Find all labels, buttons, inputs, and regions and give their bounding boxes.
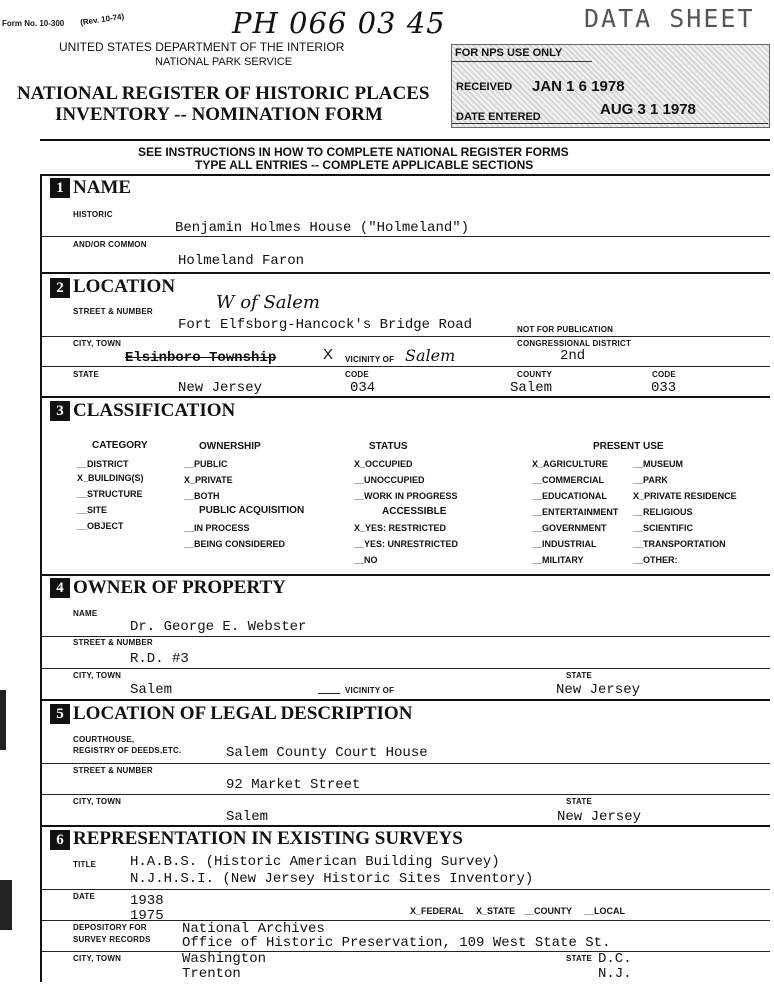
scan-edge-mark [0, 690, 6, 750]
survey-state: X_STATE [476, 906, 516, 916]
handwritten-location-note: W of Salem [216, 292, 320, 313]
status-occupied: X_OCCUPIED [354, 459, 413, 469]
accessible-unrestricted: __YES: UNRESTRICTED [354, 539, 459, 549]
present-use-header: PRESENT USE [593, 441, 664, 452]
survey-federal: X_FEDERAL [410, 906, 464, 916]
survey-date-1: 1938 [130, 893, 164, 909]
city-value: Elsinboro Township [125, 350, 277, 366]
owner-city-label: CITY, TOWN [73, 671, 122, 680]
use-entertainment: __ENTERTAINMENT [532, 507, 619, 517]
depository-label-1: DEPOSITORY FOR [73, 923, 147, 932]
received-date-stamp: JAN 1 6 1978 [532, 78, 625, 95]
owner-state: New Jersey [556, 682, 641, 698]
survey-state-2: N.J. [598, 966, 632, 982]
code-label: CODE [345, 370, 369, 379]
use-museum: __MUSEUM [633, 459, 684, 469]
ownership-public: __PUBLIC [184, 459, 228, 469]
survey-title-1: H.A.B.S. (Historic American Building Survey) [130, 854, 500, 870]
owner-name-label: NAME [73, 609, 98, 618]
section-3-title: CLASSIFICATION [73, 400, 236, 421]
service-name: NATIONAL PARK SERVICE [155, 56, 293, 68]
not-for-publication: NOT FOR PUBLICATION [517, 325, 614, 334]
department-name: UNITED STATES DEPARTMENT OF THE INTERIOR [59, 40, 345, 54]
section-2-number: 2 [50, 278, 70, 298]
section-5-number: 5 [50, 704, 70, 724]
instructions-line1: SEE INSTRUCTIONS IN HOW TO COMPLETE NATIONAL REGISTER FORMS [138, 145, 569, 159]
public-acquisition-header: PUBLIC ACQUISITION [199, 505, 305, 516]
section-2-title: LOCATION [73, 276, 176, 297]
accessible-no: __NO [354, 555, 378, 565]
form-title-line1: NATIONAL REGISTER OF HISTORIC PLACES [17, 83, 430, 104]
scan-edge-mark-lower [0, 880, 12, 930]
county-code-label: CODE [652, 370, 676, 379]
section-5-title: LOCATION OF LEGAL DESCRIPTION [73, 703, 413, 724]
accessible-restricted: X_YES: RESTRICTED [354, 523, 447, 533]
nps-use-box [451, 44, 770, 128]
county-code: 033 [651, 380, 677, 396]
state-code: 034 [350, 380, 376, 396]
legal-state-label: STATE [566, 797, 593, 806]
state-value: New Jersey [178, 380, 263, 396]
legal-city: Salem [226, 809, 269, 825]
form-title-line2: INVENTORY -- NOMINATION FORM [55, 104, 383, 125]
owner-street: R.D. #3 [130, 651, 189, 667]
use-educational: __EDUCATIONAL [532, 491, 607, 501]
use-government: __GOVERNMENT [532, 523, 607, 533]
category-buildings: X_BUILDING(S) [77, 473, 144, 483]
survey-city-label: CITY, TOWN [73, 954, 122, 963]
section-4-title: OWNER OF PROPERTY [73, 577, 286, 598]
legal-city-label: CITY, TOWN [73, 797, 122, 806]
category-object: __OBJECT [77, 521, 124, 531]
county-value: Salem [510, 380, 553, 396]
use-scientific: __SCIENTIFIC [633, 523, 694, 533]
owner-state-label: STATE [566, 671, 593, 680]
congressional-label: CONGRESSIONAL DISTRICT [517, 339, 632, 348]
form-number: Form No. 10-300 [2, 19, 65, 28]
legal-street-label: STREET & NUMBER [73, 766, 153, 775]
ownership-private: X_PRIVATE [184, 475, 233, 485]
owner-name: Dr. George E. Webster [130, 619, 307, 635]
survey-title-2: N.J.H.S.I. (New Jersey Historic Sites Inventory) [130, 871, 534, 887]
section-1-title: NAME [73, 177, 132, 198]
survey-local: __LOCAL [584, 906, 626, 916]
survey-date-2: 1975 [130, 908, 164, 924]
owner-street-label: STREET & NUMBER [73, 638, 153, 647]
use-transportation: __TRANSPORTATION [633, 539, 726, 549]
date-entered-label: DATE ENTERED [456, 111, 541, 123]
nps-use-label: FOR NPS USE ONLY [455, 47, 563, 59]
status-header: STATUS [369, 441, 408, 452]
courthouse-label-2: REGISTRY OF DEEDS,ETC. [73, 746, 182, 755]
historic-label: HISTORIC [73, 210, 113, 219]
survey-date-label: DATE [73, 892, 95, 901]
use-military: __MILITARY [532, 555, 584, 565]
use-agriculture: X_AGRICULTURE [532, 459, 608, 469]
owner-vicinity-label: VICINITY OF [345, 686, 395, 695]
courthouse-label-1: COURTHOUSE, [73, 735, 135, 744]
vicinity-mark: X [323, 346, 334, 363]
legal-street: 92 Market Street [226, 777, 361, 793]
handwritten-id: PH 066 03 45 [232, 6, 446, 40]
street-value: Fort Elfsborg-Hancock's Bridge Road [178, 317, 473, 333]
status-unoccupied: __UNOCCUPIED [354, 475, 425, 485]
survey-city-2: Trenton [182, 966, 241, 982]
city-label: CITY, TOWN [73, 339, 122, 348]
use-religious: __RELIGIOUS [633, 507, 693, 517]
street-label: STREET & NUMBER [73, 307, 153, 316]
use-private-residence: X_PRIVATE RESIDENCE [633, 491, 737, 501]
category-structure: __STRUCTURE [77, 489, 143, 499]
survey-state-label: STATE [566, 954, 593, 963]
survey-county: __COUNTY [524, 906, 573, 916]
use-industrial: __INDUSTRIAL [532, 539, 597, 549]
depository-label-2: SURVEY RECORDS [73, 935, 151, 944]
state-label: STATE [73, 370, 100, 379]
historic-name: Benjamin Holmes House ("Holmeland") [175, 220, 470, 236]
vicinity-label: VICINITY OF [345, 355, 395, 364]
status-work-in-progress: __WORK IN PROGRESS [354, 491, 458, 501]
common-label: AND/OR COMMON [73, 240, 147, 249]
legal-state: New Jersey [557, 809, 642, 825]
section-6-title: REPRESENTATION IN EXISTING SURVEYS [73, 828, 463, 849]
survey-state-1: D.C. [598, 951, 632, 967]
ownership-both: __BOTH [184, 491, 220, 501]
category-site: __SITE [77, 505, 108, 515]
accessible-header: ACCESSIBLE [382, 506, 447, 517]
section-6-number: 6 [50, 830, 70, 850]
survey-city-1: Washington [182, 951, 267, 967]
survey-title-label: TITLE [73, 860, 97, 869]
courthouse-value: Salem County Court House [226, 745, 428, 761]
owner-city: Salem [130, 682, 173, 698]
received-label: RECEIVED [456, 81, 513, 93]
section-3-number: 3 [50, 401, 70, 421]
category-header: CATEGORY [92, 440, 148, 451]
data-sheet-stamp: DATA SHEET [584, 4, 755, 33]
ownership-header: OWNERSHIP [199, 441, 261, 452]
acquisition-being-considered: __BEING CONSIDERED [184, 539, 286, 549]
common-name: Holmeland Faron [178, 253, 305, 269]
date-entered-stamp: AUG 3 1 1978 [600, 101, 696, 118]
vicinity-handwritten: Salem [405, 346, 456, 365]
instructions-line2: TYPE ALL ENTRIES -- COMPLETE APPLICABLE SECTIONS [195, 158, 534, 172]
section-4-number: 4 [50, 578, 70, 598]
depository-2: Office of Historic Preservation, 109 West State St. [182, 935, 611, 951]
section-1-number: 1 [50, 178, 70, 198]
depository-1: National Archives [182, 921, 325, 937]
county-label: COUNTY [517, 370, 552, 379]
acquisition-in-process: __IN PROCESS [184, 523, 250, 533]
category-district: __DISTRICT [77, 459, 129, 469]
use-other: __OTHER: [633, 555, 678, 565]
form-revision: (Rev. 10-74) [79, 11, 125, 28]
use-commercial: __COMMERCIAL [532, 475, 605, 485]
congressional-value: 2nd [560, 348, 586, 364]
use-park: __PARK [633, 475, 668, 485]
